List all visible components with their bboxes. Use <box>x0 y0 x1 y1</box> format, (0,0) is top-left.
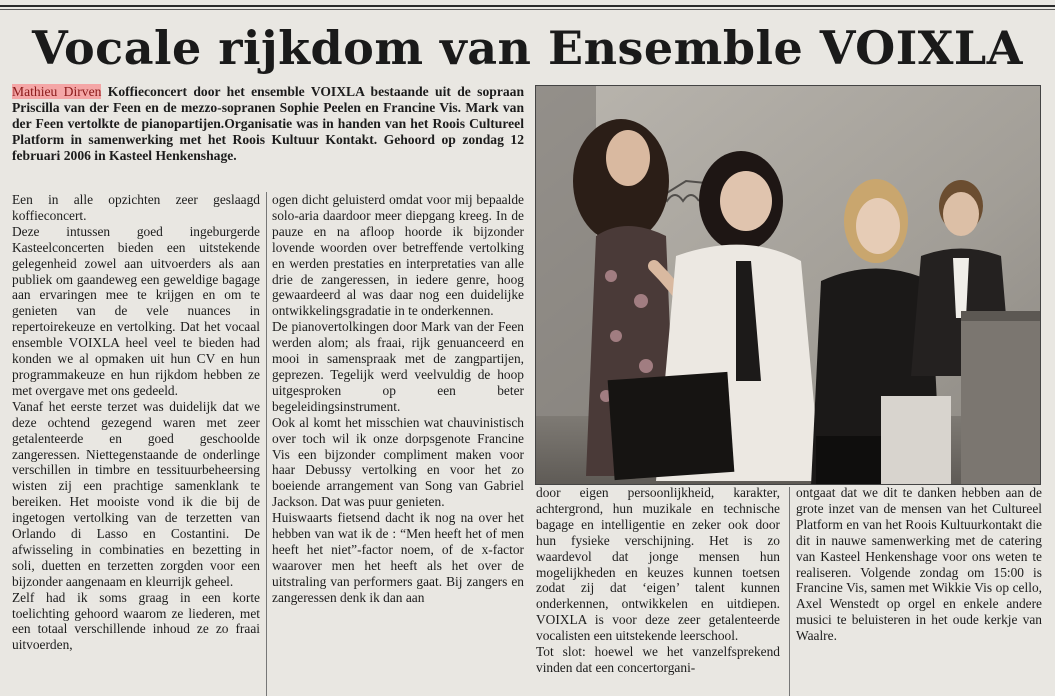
paragraph: ogen dicht geluisterd omdat voor mij bepaalde solo-aria daardoor meer diepgang kreeg. In de pauze en na afloop hoorde ik bijzonder lovende woorden over betreffende vertolking en werden prestaties en interpretaties van alle drie de zangeressen, in iedere genre, hoog gewaardeerd al was daar nog een duidelijke ontwikkelingsgradatie in te onderkennen. <box>272 192 524 319</box>
paragraph: Ook al komt het misschien wat chauvinistisch over toch wil ik onze dorpsgenote Francine Vis een bijzonder compliment maken voor haar Debussy vertolking en voor het zo boeiende arrangement van Song van Gabriel Jackson. Dat was puur genieten. <box>272 414 524 510</box>
paragraph: ontgaat dat we dit te danken hebben aan de grote inzet van de mensen van het Cultureel Platform en van het Roois Kultuurkontakt die dit in nauwe samenwerking met de catering van Kasteel Henkenshage voor ons weten te realiseren. Volgende zondag om 15:00 is Francine Vis, samen met Wikkie Vis op cello, Axel Wenstedt op orgel en enkele andere musici te beluisteren in het oude kerkje van Waalre. <box>796 485 1042 644</box>
column-divider <box>789 487 790 696</box>
paragraph: Huiswaarts fietsend dacht ik nog na over het hebben van wat ik de : “Men heeft het of men heeft het niet”-factor noem, of de x-factor waarover men het heeft als het over de uitstraling van performers gaat. Bij zangers en zangeressen denk ik dan aan <box>272 510 524 605</box>
paragraph: door eigen persoonlijkheid, karakter, achtergrond, hun muzikale en technische bagage en intelligentie en zeker ook door hun fysieke verschijning. Het is zo waardevol dat jonge mensen hun mogelijkheden en keuzes kunnen toetsen zodat zij dat ‘eigen’ talent kunnen onderkennen, ontwikkelen en uitdiepen. VOIXLA is voor deze zeer getalenteerde vocalisten een uitstekende leerschool. <box>536 485 780 644</box>
article-column-1 <box>12 192 260 696</box>
author-name: Mathieu Dirven <box>12 84 102 99</box>
photo-illustration <box>536 86 1041 485</box>
paragraph: Zelf had ik soms graag in een korte toelichting gehoord waarom ze liederen, met een totaal verschillende inhoud ze zo fraai uitvoerden, <box>12 589 260 653</box>
article-column-4 <box>796 485 1042 696</box>
paragraph: Vanaf het eerste terzet was duidelijk dat we deze ochtend gezegend waren met zeer getalenteerde en goed geschoolde zangeressen. Niettegenstaande de onderlinge verschillen in timbre en tessituurbeheersing wisten zij een prachtige samenklank te bereiken. Het mooiste vond ik die bij de ingetogen vertolking van de terzetten van Orlando di Lasso en Costantini. De afwisseling in combinaties en bezetting in soli, duetten en terzetten zorgden voor een bijzonder aangenaam en kleurrijk geheel. <box>12 398 260 589</box>
paragraph: Een in alle opzichten zeer geslaagd koffieconcert. <box>12 192 260 223</box>
headline: Vocale rijkdom van Ensemble VOIXLA <box>32 21 1023 75</box>
intro-text: Koffieconcert door het ensemble VOIXLA bestaande uit de sopraan Priscilla van der Feen en de mezzo-sopranen Sophie Peelen en Francine Vis. Mark van der Feen vertolkte de pianopartijen.Organisatie was in handen van het Roois Cultureel Platform in samenwerking met het Roois Kultuur Kontakt. Gehoord op zondag 12 februari 2006 in Kasteel Henkenshage. <box>12 84 525 163</box>
column-divider <box>266 192 267 696</box>
paragraph: Tot slot: hoewel we het vanzelfsprekend vinden dat een concertorgani- <box>536 644 780 675</box>
article-intro <box>12 84 524 164</box>
top-rule <box>0 5 1055 7</box>
article-column-2 <box>272 192 524 696</box>
paragraph: Deze intussen goed ingeburgerde Kasteelconcerten bieden een uitstekende gelegenheid zowel aan uitvoerders als aan publiek om gaandeweg een geweldige bagage aan ervaringen mee te krijgen en om te genieten van de vele nuances in repertoirekeuze en vertolking. Dat het vocaal ensemble VOIXLA heel veel te bieden had konden we al opmaken uit hun CV en hun programmakeuze en hun rijkdom hebben ze met overgave met ons gedeeld. <box>12 223 260 398</box>
performers-photo <box>535 85 1041 485</box>
top-rule-thin <box>0 9 1055 10</box>
paragraph: De pianovertolkingen door Mark van der Feen werden alom; als fraai, rijk genuanceerd en mooi in samenspraak met de zangpartijen, geprezen. Tegelijk werd veelvuldig de hoop uitgesproken op een beter begeleidingsinstrument. <box>272 319 524 414</box>
article-column-3 <box>536 485 780 696</box>
